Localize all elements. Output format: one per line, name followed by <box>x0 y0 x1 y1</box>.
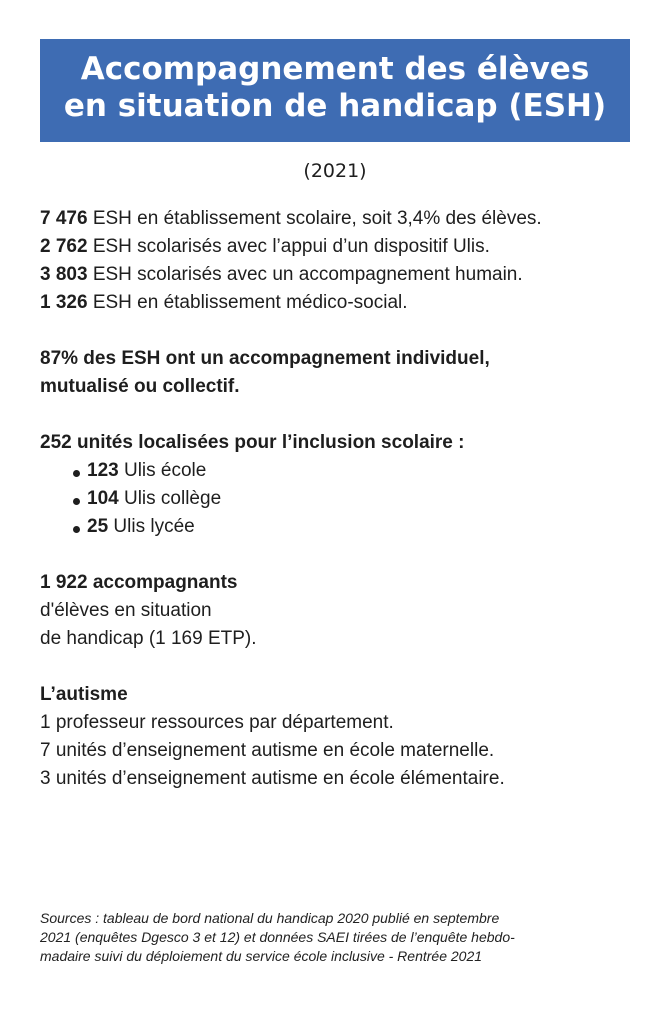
stat-number: 2 762 <box>40 236 88 257</box>
ulis-number: 104 <box>87 488 119 509</box>
support-line-1: 87% des ESH ont un accompagnement individuel, <box>40 348 490 369</box>
stat-line <box>40 261 640 289</box>
autism-block <box>40 681 640 793</box>
sources-line-2: 2021 (enquêtes Dgesco 3 et 12) et données SAEI tirées de l’enquête hebdo- <box>40 929 515 945</box>
autism-line: 7 unités d’enseignement autisme en école maternelle. <box>40 740 495 761</box>
title-line-1: Accompagnement des élèves <box>80 51 590 87</box>
support-line-2: mutualisé ou collectif. <box>40 376 240 397</box>
ulis-label: Ulis école <box>118 460 207 481</box>
bullet-icon <box>73 470 80 477</box>
bullet-icon <box>73 526 80 533</box>
content-body <box>40 205 640 793</box>
sources-note <box>40 909 630 966</box>
stat-text: ESH scolarisés avec un accompagnement humain. <box>87 264 523 285</box>
accompanists-number: 1 922 accompagnants <box>40 572 238 593</box>
autism-line: 3 unités d’enseignement autisme en école élémentaire. <box>40 768 505 789</box>
title-line-2: en situation de handicap (ESH) <box>63 88 607 124</box>
autism-heading: L’autisme <box>40 684 128 705</box>
accompanists-text-1: d'élèves en situation <box>40 600 212 621</box>
title-banner <box>40 39 630 142</box>
ulis-list <box>40 457 640 541</box>
sources-line-3: madaire suivi du déploiement du service école inclusive - Rentrée 2021 <box>40 948 483 964</box>
support-summary <box>40 345 640 401</box>
stat-line <box>40 205 640 233</box>
ulis-label: Ulis collège <box>118 488 222 509</box>
stat-text: ESH en établissement scolaire, soit 3,4% des élèves. <box>87 208 542 229</box>
sources-line-1: Sources : tableau de bord national du handicap 2020 publié en septembre <box>40 910 500 926</box>
list-item <box>40 485 640 513</box>
stat-text: ESH scolarisés avec l’appui d’un dispositif Ulis. <box>87 236 490 257</box>
stat-text: ESH en établissement médico-social. <box>87 292 408 313</box>
stat-number: 1 326 <box>40 292 88 313</box>
ulis-number: 123 <box>87 460 119 481</box>
stat-number: 7 476 <box>40 208 88 229</box>
stat-line <box>40 233 640 261</box>
accompanists-line-1 <box>40 569 640 625</box>
stat-number: 3 803 <box>40 264 88 285</box>
stats-block <box>40 205 640 317</box>
ulis-number: 25 <box>87 516 109 537</box>
accompanists-block <box>40 569 640 653</box>
stat-line <box>40 289 640 317</box>
list-item <box>40 513 640 541</box>
bullet-icon <box>73 498 80 505</box>
ulis-heading: 252 unités localisées pour l’inclusion scolaire : <box>40 432 465 453</box>
list-item <box>40 457 640 485</box>
year-label: (2021) <box>303 160 367 182</box>
autism-line: 1 professeur ressources par département. <box>40 712 394 733</box>
accompanists-line-2: de handicap (1 169 ETP). <box>40 628 257 649</box>
ulis-label: Ulis lycée <box>108 516 195 537</box>
